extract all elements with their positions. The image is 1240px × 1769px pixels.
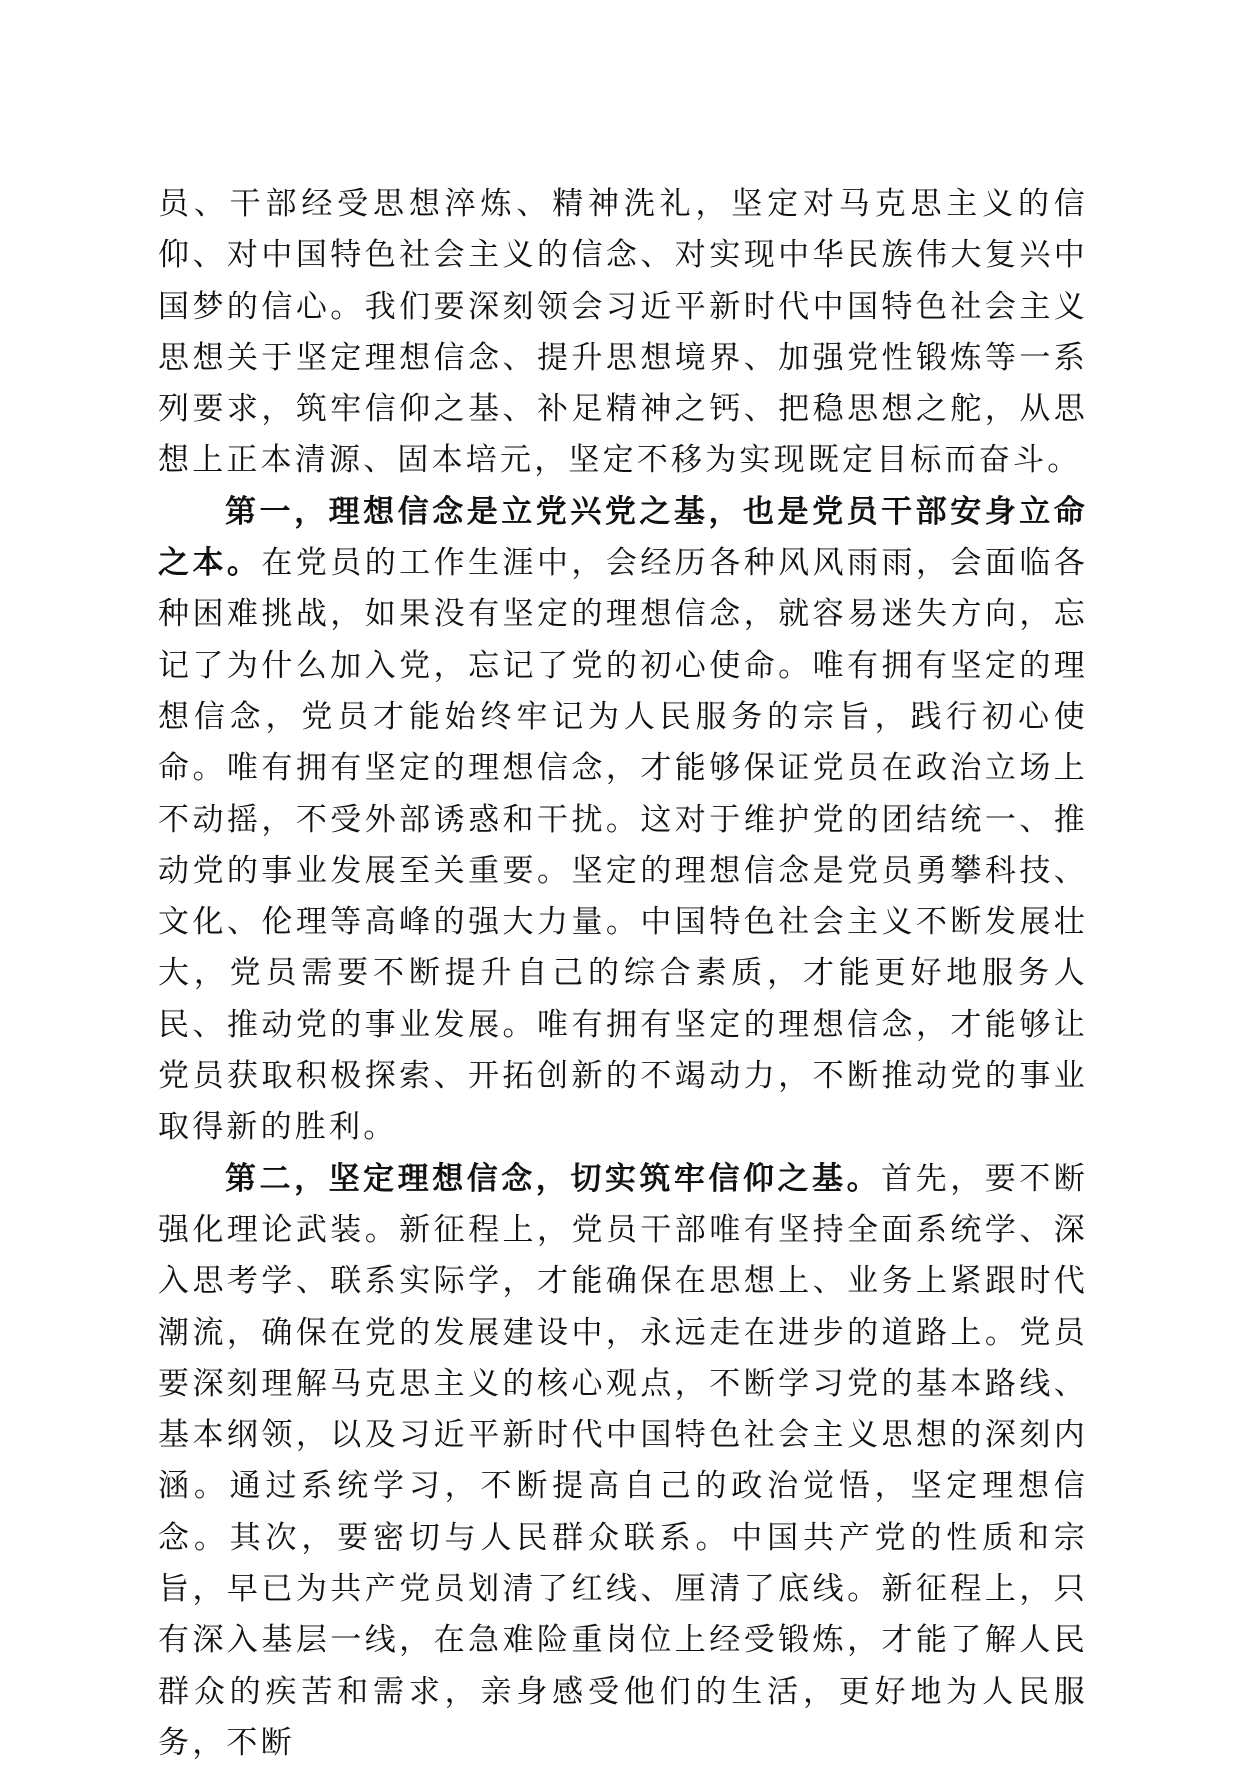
paragraph-first-point-text: 在党员的工作生涯中，会经历各种风风雨雨，会面临各种困难挑战，如果没有坚定的理想信念，就容易迷失方向，忘记了为什么加入党，忘记了党的初心使命。唯有拥有坚定的理想信念，党员才能始终牢记为人民服务的宗旨，践行初心使命。唯有拥有坚定的理想信念，才能够保证党员在政治立场上不动摇，不受外部诱惑和干扰。这对于维护党的团结统一、推动党的事业发展至关重要。坚定的理想信念是党员勇攀科技、文化、伦理等高峰的强大力量。中国特色社会主义不断发展壮大，党员需要不断提升自己的综合素质，才能更好地服务人民、推动党的事业发展。唯有拥有坚定的理想信念，才能够让党员获取积极探索、开拓创新的不竭动力，不断推动党的事业取得新的胜利。 [158,545,1088,1146]
paragraph-second-point-heading: 第二，坚定理想信念，切实筑牢信仰之基。 [225,1160,882,1197]
paragraph-first-point-heading: 第一，理想信念是立党兴党之基，也是党员干部安身立命之本。 [158,493,1088,582]
document-body [158,179,1088,1769]
paragraph-second-point [158,1154,1088,1769]
paragraph-intro [158,179,1088,487]
paragraph-intro-text: 员、干部经受思想淬炼、精神洗礼，坚定对马克思主义的信仰、对中国特色社会主义的信念、对实现中华民族伟大复兴中国梦的信心。我们要深刻领会习近平新时代中国特色社会主义思想关于坚定理想信念、提升思想境界、加强党性锻炼等一系列要求，筑牢信仰之基、补足精神之钙、把稳思想之舵，从思想上正本清源、固本培元，坚定不移为实现既定目标而奋斗。 [158,186,1088,479]
paragraph-first-point [158,487,1088,1154]
paragraph-second-point-text: 首先，要不断强化理论武装。新征程上，党员干部唯有坚持全面系统学、深入思考学、联系实际学，才能确保在思想上、业务上紧跟时代潮流，确保在党的发展建设中，永远走在进步的道路上。党员要深刻理解马克思主义的核心观点，不断学习党的基本路线、基本纲领，以及习近平新时代中国特色社会主义思想的深刻内涵。通过系统学习，不断提高自己的政治觉悟，坚定理想信念。其次，要密切与人民群众联系。中国共产党的性质和宗旨，早已为共产党员划清了红线、厘清了底线。新征程上，只有深入基层一线，在急难险重岗位上经受锻炼，才能了解人民群众的疾苦和需求，亲身感受他们的生活，更好地为人民服务，不断 [158,1160,1088,1761]
